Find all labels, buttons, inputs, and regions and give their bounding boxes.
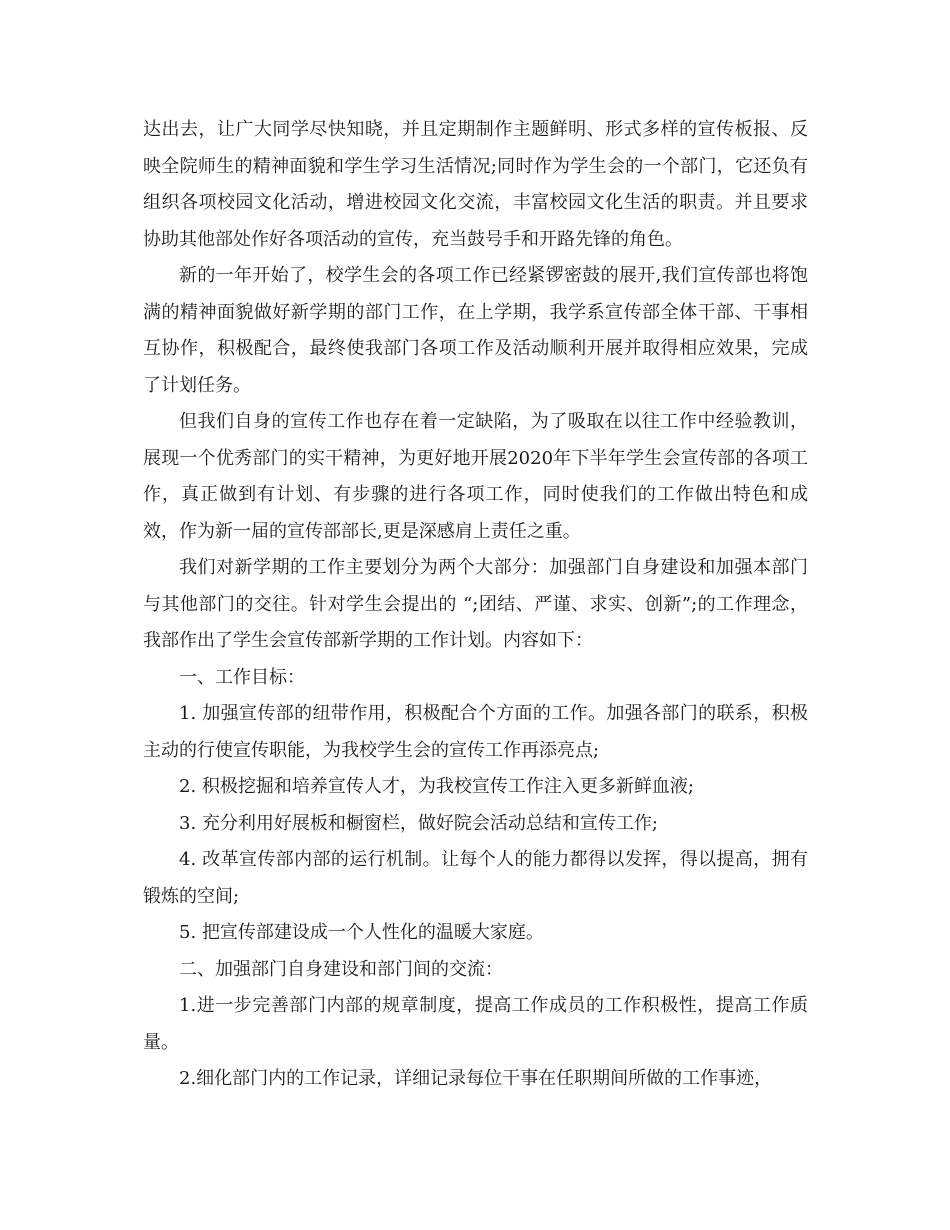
list-item-1: 1. 加强宣传部的纽带作用，积极配合个方面的工作。加强各部门的联系，积极主动的行使宣传职能，为我校学生会的宣传工作再添亮点; [143,703,808,761]
list-item-3: 3. 充分利用好展板和橱窗栏，做好院会活动总结和宣传工作; [179,812,658,834]
list-item-4: 4. 改革宣传部内部的运行机制。让每个人的能力都得以发挥，得以提高，拥有锻炼的空间; [143,849,808,907]
section-heading-1: 一、工作目标： [179,666,305,688]
paragraph-2: 新的一年开始了，校学生会的各项工作已经紧锣密鼓的展开,我们宣传部也将饱满的精神面貌做好新学期的部门工作，在上学期，我学系宣传部全体干部、干事相互协作，积极配合，最终使我部门各项工作及活动顺利开展并取得相应效果，完成了计划任务。 [143,265,808,396]
list-item-6: 1.进一步完善部门内部的规章制度，提高工作成员的工作积极性，提高工作质量。 [143,995,808,1053]
section-heading-2: 二、加强部门自身建设和部门间的交流： [179,958,503,980]
list-item-7: 2.细化部门内的工作记录，详细记录每位干事在任职期间所做的工作事迹， [179,1068,773,1089]
paragraph-4: 我们对新学期的工作主要划分为两个大部分：加强部门自身建设和加强本部门与其他部门的交往。针对学生会提出的 “;团结、严谨、求实、创新”;的工作理念，我部作出了学生会宣传部新学期的工作计划。内容如下： [143,557,808,651]
list-item-2: 2. 积极挖掘和培养宣传人才，为我校宣传工作注入更多新鲜血液; [179,776,694,797]
paragraph-3: 但我们自身的宣传工作也存在着一定缺陷，为了吸取在以往工作中经验教训，展现一个优秀部门的实干精神，为更好地开展2020年下半年学生会宣传部的各项工作，真正做到有计划、有步骤的进行各项工作，同时使我们的工作做出特色和成效，作为新一届的宣传部部长,更是深感肩上责任之重。 [143,411,808,542]
document-body [143,112,808,1098]
list-item-5: 5. 把宣传部建设成一个人性化的温暖大家庭。 [179,922,544,943]
paragraph-1: 达出去，让广大同学尽快知晓，并且定期制作主题鲜明、形式多样的宣传板报、反映全院师生的精神面貌和学生学习生活情况;同时作为学生会的一个部门，它还负有组织各项校园文化活动，增进校园文化交流，丰富校园文化生活的职责。并且要求协助其他部处作好各项活动的宣传，充当鼓号手和开路先锋的角色。 [143,119,808,250]
